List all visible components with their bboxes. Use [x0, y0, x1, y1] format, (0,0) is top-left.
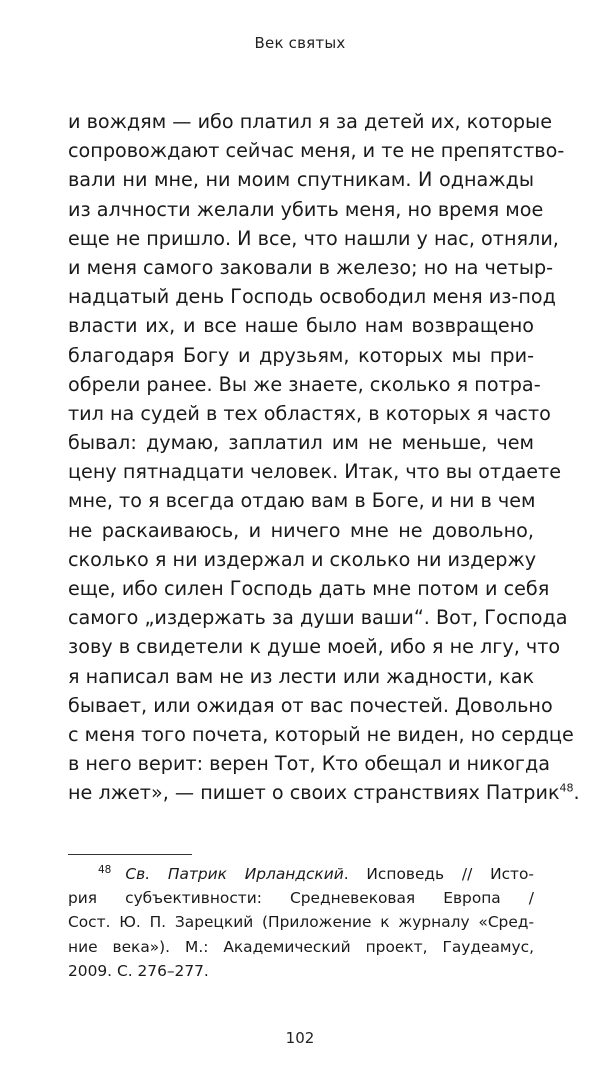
body-line: и меня самого заковали в железо; но на четыр-: [68, 255, 554, 279]
body-line: еще, ибо силен Господь дать мне потом и себя: [68, 577, 550, 600]
body-line: из алчности желали убить меня, но время мое: [68, 197, 544, 221]
body-line: бывает, или ожидая от вас почестей. Довольно: [68, 693, 553, 717]
body-line: надцатый день Господь освободил меня из-под: [68, 285, 556, 309]
running-head: Век святых: [254, 34, 346, 52]
body-line: сопровождают сейчас меня, и те не препятство-: [68, 139, 565, 163]
body-line: зову в свидетели к душе моей, ибо я не лгу, что: [68, 635, 561, 659]
body-line: сколько я ни издержал и сколько ни издержу: [68, 547, 537, 571]
body-line: и вождям — ибо платил я за детей их, которые: [68, 110, 553, 133]
body-line: обрели ранее. Вы же знаете, сколько я потра-: [68, 372, 541, 396]
body-line: вали ни мне, ни моим спутникам. И однажды: [68, 168, 534, 192]
body-line: в него верит: верен Тот, Кто обещал и никогда: [68, 752, 550, 776]
footnote-divider: [68, 854, 192, 855]
footnote-line: Сост. Ю. П. Зарецкий (Приложение к журналу «Сред-: [68, 913, 534, 932]
body-line: бывал: думаю, заплатил им не меньше, чем: [68, 431, 534, 455]
body-line: самого „издержать за души ваши“. Вот, Господа: [68, 606, 568, 630]
footnote-reference-marker[interactable]: 48: [559, 781, 574, 795]
body-line-last: не лжет», — пишет о своих странствиях Патрик$^{48}$.: [68, 781, 580, 805]
body-line: благодаря Богу и друзьям, которых мы при-: [68, 343, 534, 367]
body-line: власти их, и все наше было нам возвращено: [68, 314, 534, 338]
body-line: я написал вам не из лести или жадности, как: [68, 664, 535, 688]
body-line: с меня того почета, который не виден, но сердце: [68, 722, 574, 746]
body-text: [68, 107, 580, 808]
footnote: [68, 862, 534, 983]
footnote-line: ние века»). М.: Академический проект, Гаудеамус,: [68, 937, 534, 956]
body-line: тил на судей в тех областях, в которых я часто: [68, 401, 551, 425]
body-line: не раскаиваюсь, и ничего мне не довольно,: [68, 518, 534, 542]
footnote-line-last: 2009. С. 276–277.: [68, 961, 209, 980]
body-line: цену пятнадцати человек. Итак, что вы отдаете: [68, 460, 562, 484]
footnote-author: Св. Патрик Ирландский: [125, 865, 344, 883]
footnote-line: [68, 862, 534, 886]
footnote-number: 48: [98, 863, 112, 876]
body-line: мне, то я всегда отдаю вам в Боге, и ни в чем: [68, 489, 536, 513]
body-line: еще не пришло. И все, что нашли у нас, отняли,: [68, 226, 559, 250]
footnote-line: рия субъективности: Средневековая Европа /: [68, 889, 534, 908]
page-number: 102: [285, 1029, 315, 1047]
body-last-line-text: не лжет», — пишет о своих странствиях Патрик: [68, 781, 560, 805]
footnote-first-line-text: . Исповедь // Исто-: [343, 865, 534, 883]
